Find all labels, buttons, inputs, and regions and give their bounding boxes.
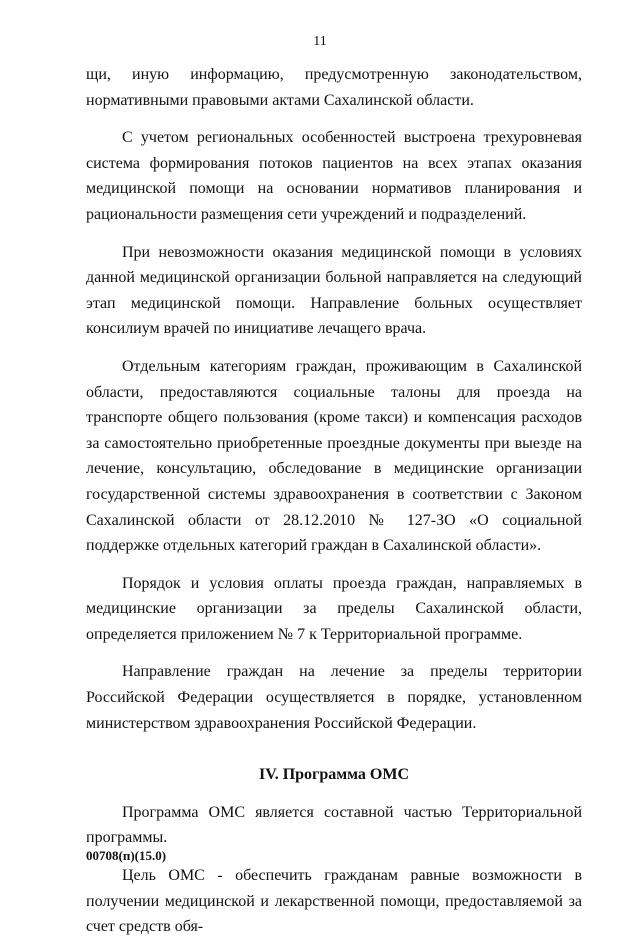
paragraph-oms-goal: Цель ОМС - обеспечить гражданам равные возможности в получении медицинской и лекарственной помощи, предоставляемой за счет средств обя- [86, 867, 582, 936]
paragraph-oms-program: Программа ОМС является составной частью Территориальной программы. [86, 803, 582, 847]
paragraph-continuation: щи, иную информацию, предусмотренную законодательством, нормативными правовыми актами Сахалинской области. [86, 66, 582, 109]
page-number: 11 [313, 34, 327, 49]
paragraph-abroad-treatment: Направление граждан на лечение за пределы территории Российской Федерации осуществляется в порядке, установленном министерством здравоохранения Российской Федерации. [86, 663, 582, 732]
document-code: 00708(п)(15.0) [86, 848, 167, 863]
paragraph-social-tickets: Отдельным категориям граждан, проживающим в Сахалинской области, предоставляются социальные талоны для проезда на транспорте общего пользования (кроме такси) и компенсация расходов за самостоятельно приобретенные проездные документы при выезде на лечение, консультацию, обследование в медицинские организации государственной системы здравоохранения в соответствии с Законом Сахалинской области от 28.12.2010 № 127-ЗО «О социальной поддержке отдельных категорий граждан в Сахалинской области». [86, 357, 582, 555]
paragraph-next-stage-referral: При невозможности оказания медицинской помощи в условиях данной медицинской организации больной направляется на следующий этап медицинской помощи. Направление больных осуществляет консилиум врачей по инициативе лечащего врача. [86, 243, 582, 338]
paragraph-three-level-system: С учетом региональных особенностей выстроена трехуровневая система формирования потоков пациентов на всех этапах оказания медицинской помощи на основании нормативов планирования и рациональности размещения сети учреждений и подразделений. [86, 129, 582, 223]
section-heading: IV. Программа ОМС [258, 766, 409, 784]
paragraph-travel-payment: Порядок и условия оплаты проезда граждан, направляемых в медицинские организации за пределы Сахалинской области, определяется приложением № 7 к Территориальной программе. [86, 574, 582, 643]
document-body [86, 62, 582, 940]
